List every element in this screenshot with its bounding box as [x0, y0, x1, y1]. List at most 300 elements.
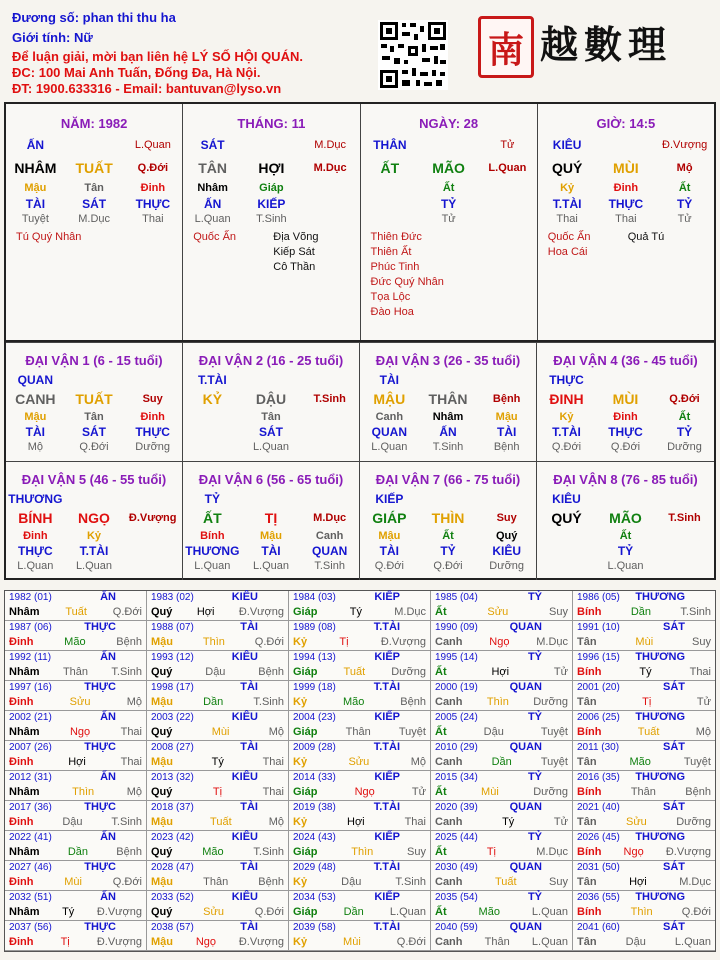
hidden-star: TÀI	[379, 544, 399, 558]
year-stem: Đinh	[9, 936, 34, 948]
year-stem-branch	[151, 696, 284, 708]
year-cell[interactable]	[147, 711, 289, 741]
year-stem: Tân	[577, 936, 597, 948]
top-star-spacer	[597, 137, 656, 153]
year-stem: Giáp	[293, 786, 318, 798]
year-label: 2004 (23)	[293, 712, 336, 723]
year-star: TÀI	[240, 861, 258, 873]
year-stem: Quý	[151, 606, 173, 618]
top-star-spacer	[65, 137, 124, 153]
year-stem: Giáp	[293, 606, 318, 618]
hidden-star: SÁT	[258, 425, 283, 439]
year-cell[interactable]	[431, 591, 573, 621]
year-branch: Mão	[64, 636, 86, 648]
year-label: 2016 (35)	[577, 772, 620, 783]
year-stem-branch	[9, 606, 142, 618]
hidden-stars	[6, 196, 182, 212]
shensha-item: Hoa Cái	[547, 246, 588, 258]
year-label: 2041 (60)	[577, 922, 620, 933]
year-star: TỶ	[527, 771, 542, 783]
year-stem: Giáp	[293, 726, 318, 738]
year-stem-branch	[435, 906, 568, 918]
luck-period-cell	[6, 342, 183, 461]
year-phase: Tử	[411, 786, 426, 798]
shensha-item: Tú Quý Nhân	[16, 231, 82, 243]
year-stem-branch	[435, 606, 568, 618]
growth-phase	[655, 559, 714, 574]
growth-phase: Dưỡng	[135, 441, 171, 453]
year-phase: Bệnh	[116, 636, 142, 648]
luck-branch: DẬU	[255, 391, 287, 407]
year-star: THỰC	[84, 801, 116, 813]
year-cell[interactable]	[5, 891, 147, 921]
year-star: THỰC	[84, 621, 116, 633]
year-label: 2030 (49)	[435, 862, 478, 873]
year-phase: Đ.Vượng	[665, 846, 711, 858]
growth-phase: L.Quan	[194, 560, 231, 572]
year-branch: Dần	[67, 846, 89, 858]
year-star: QUAN	[509, 741, 542, 753]
shensha-list-2	[628, 230, 665, 245]
year-cell[interactable]	[289, 591, 431, 621]
year-cell[interactable]	[431, 741, 573, 771]
hidden-star: THƯƠNG	[185, 544, 240, 558]
year-phase: Tuyệt	[540, 756, 568, 768]
year-cell[interactable]	[573, 681, 715, 711]
year-cell[interactable]	[289, 711, 431, 741]
luck-hidden-stars	[6, 425, 182, 440]
year-cell[interactable]	[573, 921, 715, 951]
hidden-star: TÀI	[25, 197, 46, 211]
hidden-stem	[183, 410, 242, 425]
year-cell[interactable]	[5, 801, 147, 831]
year-phase: Tử	[553, 816, 568, 828]
hidden-star: SÁT	[81, 425, 106, 439]
year-label: 1988 (07)	[151, 622, 194, 633]
year-cell[interactable]	[431, 801, 573, 831]
hidden-star: KIẾP	[257, 197, 286, 211]
spacer	[596, 491, 655, 507]
year-cell[interactable]	[289, 891, 431, 921]
year-stem: Bính	[577, 666, 602, 678]
year-cell[interactable]	[573, 591, 715, 621]
year-branch: Tuất	[343, 666, 366, 678]
year-label: 2011 (30)	[577, 742, 620, 753]
luck-hidden-stems	[183, 410, 359, 425]
year-stem-branch	[151, 786, 284, 798]
year-phase: T.Sinh	[680, 606, 711, 618]
pillar-column	[183, 104, 360, 340]
hidden-star: ẤN	[203, 197, 222, 211]
shensha-list	[548, 230, 591, 260]
year-label: 1999 (18)	[293, 682, 336, 693]
year-branch: Dần	[630, 606, 652, 618]
hidden-stem: Mậu	[378, 530, 401, 542]
year-phase: Đ.Vượng	[238, 606, 284, 618]
year-branch: Hợi	[491, 666, 510, 678]
pillar-title: GIỜ: 14:5	[596, 116, 656, 131]
earthly-branch: MÙI	[613, 160, 639, 176]
year-stem: Bính	[577, 846, 602, 858]
year-cell[interactable]	[5, 651, 147, 681]
pillar-top-stars	[6, 137, 182, 153]
growth-phase: L.Quan	[252, 441, 290, 453]
luck-stem: ẤT	[202, 510, 222, 526]
shensha-item: Quốc Ấn	[193, 231, 237, 243]
luck-stem: GIÁP	[372, 510, 407, 526]
hidden-star: TỶ	[676, 197, 693, 211]
year-cell[interactable]	[289, 801, 431, 831]
growth-phases	[361, 212, 537, 227]
luck-period-title: ĐẠI VẬN 6 (56 - 65 tuổi)	[198, 472, 344, 487]
year-stem: Canh	[435, 876, 463, 888]
year-cell[interactable]	[573, 831, 715, 861]
contact-note: Để luận giải, mời bạn liên hệ LÝ SỐ HỘI QUÁN.	[12, 49, 303, 64]
top-star: ẤN	[26, 138, 45, 152]
year-stem-branch	[9, 666, 142, 678]
year-cell[interactable]	[147, 831, 289, 861]
year-branch: Thìn	[72, 786, 95, 798]
year-cell[interactable]	[431, 621, 573, 651]
year-label: 2008 (27)	[151, 742, 194, 753]
year-cell[interactable]	[147, 861, 289, 891]
year-cell[interactable]	[431, 861, 573, 891]
pillar-stem-branch	[538, 157, 714, 179]
year-stem-branch	[435, 666, 568, 678]
year-phase: Dưỡng	[676, 816, 711, 828]
luck-stem: ĐINH	[549, 391, 584, 407]
year-cell[interactable]	[289, 651, 431, 681]
year-stem-branch	[577, 786, 711, 798]
heavenly-stem: ẤT	[380, 160, 400, 176]
growth-phase	[361, 212, 420, 227]
year-star: T.TÀI	[373, 681, 400, 693]
year-stem: Canh	[435, 756, 463, 768]
year-label: 1995 (14)	[435, 652, 478, 663]
year-cell[interactable]	[5, 741, 147, 771]
year-star: TÀI	[240, 741, 258, 753]
year-label: 1997 (16)	[9, 682, 52, 693]
year-star: TÀI	[240, 801, 258, 813]
year-stem-branch	[9, 906, 142, 918]
luck-star-row	[360, 372, 536, 388]
year-label: 1994 (13)	[293, 652, 336, 663]
spacer	[419, 372, 478, 388]
year-stem-branch	[151, 666, 284, 678]
year-stem-branch	[577, 906, 711, 918]
year-branch: Sửu	[487, 606, 509, 618]
year-cell[interactable]	[289, 921, 431, 951]
luck-period-title: ĐẠI VẬN 4 (36 - 45 tuổi)	[553, 353, 698, 368]
year-label: 1993 (12)	[151, 652, 194, 663]
year-label: 2032 (51)	[9, 892, 52, 903]
year-branch: Tị	[339, 636, 349, 648]
hidden-stars	[361, 196, 537, 212]
year-phase: Bệnh	[400, 696, 426, 708]
year-cell[interactable]	[147, 801, 289, 831]
year-stem: Quý	[151, 846, 173, 858]
luck-period-cell	[6, 461, 183, 580]
hidden-star: QUAN	[311, 544, 348, 558]
pillar-stem-branch	[6, 157, 182, 179]
hidden-star: THỰC	[608, 425, 643, 439]
year-cell[interactable]	[573, 651, 715, 681]
year-label: 2014 (33)	[293, 772, 336, 783]
gender: Giới tính: Nữ	[12, 30, 93, 45]
year-cell[interactable]	[289, 831, 431, 861]
year-cell[interactable]	[573, 861, 715, 891]
luck-star: KIẾP	[375, 492, 404, 506]
growth-phase: Q.Đới	[610, 441, 641, 453]
year-cell[interactable]	[431, 651, 573, 681]
earthly-branch: TUẤT	[75, 160, 113, 176]
year-label: 2035 (54)	[435, 892, 478, 903]
luck-branch: TUẤT	[75, 391, 113, 407]
pillar-column	[6, 104, 183, 340]
year-branch: Hợi	[629, 876, 647, 888]
pillar-stem-branch	[183, 157, 359, 179]
year-phase: Đ.Vượng	[96, 906, 142, 918]
year-phase: Bệnh	[258, 876, 284, 888]
year-star: KIẾP	[374, 651, 400, 663]
year-stem: Mậu	[151, 936, 173, 948]
year-stem: Mậu	[151, 816, 173, 828]
year-stem: Bính	[577, 726, 602, 738]
year-phase: L.Quan	[531, 936, 568, 948]
year-cell[interactable]	[147, 681, 289, 711]
luck-phases	[360, 559, 536, 574]
year-stem-branch	[293, 786, 426, 798]
year-label: 2031 (50)	[577, 862, 620, 873]
year-phase: Suy	[549, 876, 568, 888]
year-phase: Mộ	[126, 786, 142, 798]
luck-stem-branch	[183, 388, 359, 410]
year-stem: Ất	[435, 786, 447, 798]
year-cell[interactable]	[5, 831, 147, 861]
year-stem-branch	[577, 606, 711, 618]
hidden-star: T.TÀI	[552, 425, 581, 439]
shensha-item: Phúc Tinh	[370, 261, 420, 273]
year-label: 1982 (01)	[9, 592, 52, 603]
hidden-stem	[537, 529, 596, 544]
year-cell[interactable]	[573, 741, 715, 771]
year-cell[interactable]	[431, 711, 573, 741]
year-cell[interactable]	[573, 711, 715, 741]
hidden-star	[537, 544, 596, 559]
growth-phase: M.Dục	[78, 213, 111, 225]
year-label: 2012 (31)	[9, 772, 52, 783]
year-cell[interactable]	[289, 621, 431, 651]
year-label: 2009 (28)	[293, 742, 336, 753]
growth-phase: T.Sinh	[432, 441, 464, 453]
year-cell[interactable]	[5, 711, 147, 741]
year-cell[interactable]	[5, 591, 147, 621]
year-cell[interactable]	[5, 681, 147, 711]
year-phase: Dưỡng	[533, 786, 568, 798]
year-branch: Dần	[203, 696, 224, 708]
year-cell[interactable]	[431, 831, 573, 861]
hidden-stem: Tân	[84, 182, 104, 194]
year-phase: T.Sinh	[253, 696, 284, 708]
earthly-branch: HỢI	[258, 160, 285, 176]
growth-phase	[183, 440, 242, 455]
year-star: QUAN	[509, 621, 542, 633]
shensha-item: Đào Hoa	[370, 306, 414, 318]
year-star: T.TÀI	[373, 921, 400, 933]
year-star: SÁT	[663, 801, 685, 813]
hidden-star: SÁT	[82, 197, 107, 211]
growth-phase: Dưỡng	[667, 441, 702, 453]
heavenly-stem: TÂN	[198, 160, 228, 176]
qr-code-icon[interactable]	[378, 20, 448, 90]
year-cell[interactable]	[431, 921, 573, 951]
shensha-item: Đức Quý Nhân	[370, 276, 444, 288]
year-cell[interactable]	[147, 621, 289, 651]
shensha-list	[16, 230, 81, 245]
year-star: SÁT	[663, 621, 685, 633]
year-cell[interactable]	[573, 891, 715, 921]
year-label: 2036 (55)	[577, 892, 620, 903]
year-star: KIẾP	[374, 831, 400, 843]
hidden-stem: Đinh	[23, 530, 48, 542]
luck-state: Q.Đới	[669, 393, 700, 405]
year-cell[interactable]	[147, 921, 289, 951]
growth-phase: L.Quan	[371, 441, 408, 453]
hidden-stem	[123, 529, 182, 544]
year-stem-branch	[293, 726, 426, 738]
luck-period-title: ĐẠI VẬN 7 (66 - 75 tuổi)	[375, 472, 521, 487]
hidden-stem	[361, 181, 420, 196]
year-label: 2000 (19)	[435, 682, 478, 693]
year-stem-branch	[293, 756, 426, 768]
year-label: 2015 (34)	[435, 772, 478, 783]
growth-phase: Bệnh	[493, 441, 520, 453]
year-cell[interactable]	[431, 891, 573, 921]
luck-periods	[4, 342, 716, 580]
year-cell[interactable]	[431, 771, 573, 801]
year-branch: Thìn	[202, 636, 225, 648]
hidden-stem: Ất	[442, 530, 454, 542]
year-phase: L.Quan	[389, 906, 426, 918]
year-branch: Thân	[345, 726, 371, 738]
year-label: 2001 (20)	[577, 682, 620, 693]
top-state: Tử	[500, 139, 515, 151]
hidden-star	[183, 425, 242, 440]
year-branch: Tuất	[65, 606, 87, 618]
year-cell[interactable]	[147, 741, 289, 771]
luck-branch: MÃO	[609, 510, 642, 526]
year-stem-branch	[9, 636, 142, 648]
year-cell[interactable]	[289, 681, 431, 711]
year-branch: Dậu	[62, 816, 83, 828]
hidden-star: THỰC	[135, 197, 171, 211]
hidden-star: TÀI	[496, 425, 517, 439]
year-star: T.TÀI	[373, 621, 400, 633]
hidden-star: THỰC	[608, 197, 644, 211]
shensha-item: Quả Tú	[627, 231, 665, 243]
year-phase: Đ.Vượng	[96, 936, 142, 948]
luck-period-cell	[537, 342, 714, 461]
year-branch: Tị	[212, 786, 223, 798]
year-cell[interactable]	[5, 921, 147, 951]
year-cell[interactable]	[289, 741, 431, 771]
luck-stem-branch	[360, 388, 536, 410]
luck-hidden-stars	[537, 544, 714, 559]
year-cell[interactable]	[5, 861, 147, 891]
luck-stem-branch	[537, 388, 714, 410]
year-star: TỶ	[527, 831, 542, 843]
year-star: ẤN	[100, 711, 116, 723]
luck-branch: TỊ	[264, 510, 278, 526]
year-phase: Thai	[120, 726, 142, 738]
shensha-item: Cô Thần	[273, 261, 316, 273]
year-cell[interactable]	[289, 771, 431, 801]
year-stem-branch	[9, 726, 142, 738]
year-cell[interactable]	[147, 771, 289, 801]
year-stem-branch	[151, 606, 284, 618]
year-label: 2023 (42)	[151, 832, 194, 843]
pillar-title: NGÀY: 28	[419, 116, 479, 131]
year-stem: Ất	[435, 606, 447, 618]
year-phase: Thai	[262, 756, 284, 768]
hidden-stems	[183, 181, 359, 196]
year-label: 2017 (36)	[9, 802, 52, 813]
year-stem: Nhâm	[9, 666, 40, 678]
year-phase: Q.Đới	[112, 606, 142, 618]
year-cell[interactable]	[5, 621, 147, 651]
year-branch: Tuất	[494, 876, 517, 888]
luck-hidden-stems	[183, 529, 359, 544]
luck-hidden-stars	[360, 544, 536, 559]
branch-state: Q.Đới	[137, 162, 169, 174]
year-cell[interactable]	[573, 771, 715, 801]
year-cell[interactable]	[289, 861, 431, 891]
growth-phase: Thai	[556, 213, 578, 225]
year-branch: Tý	[639, 666, 652, 678]
year-label: 2038 (57)	[151, 922, 194, 933]
growth-phase: Q.Đới	[79, 441, 109, 453]
year-cell[interactable]	[147, 891, 289, 921]
luck-stem-branch	[360, 507, 536, 529]
hidden-stem: Kỷ	[86, 530, 102, 542]
year-cell[interactable]	[5, 771, 147, 801]
year-cell[interactable]	[573, 801, 715, 831]
year-cell[interactable]	[147, 651, 289, 681]
year-stem: Đinh	[9, 636, 34, 648]
luck-star-row	[183, 372, 359, 388]
luck-branch: THÌN	[431, 510, 465, 526]
year-stem-branch	[9, 876, 142, 888]
growth-phases	[183, 212, 359, 227]
hidden-stem: Nhâm	[432, 411, 464, 423]
pillar-column	[361, 104, 538, 340]
year-branch: Hợi	[196, 606, 215, 618]
year-branch: Tị	[60, 936, 70, 948]
year-cell[interactable]	[431, 681, 573, 711]
luck-hidden-stems	[6, 529, 182, 544]
year-stem-branch	[9, 846, 142, 858]
luck-phases	[537, 440, 714, 455]
year-cell[interactable]	[573, 621, 715, 651]
luck-star: THƯƠNG	[8, 492, 63, 506]
year-cell[interactable]	[147, 591, 289, 621]
earthly-branch: MÃO	[432, 160, 465, 176]
growth-phases	[6, 212, 182, 227]
growth-phase	[123, 559, 182, 574]
year-phase: Mộ	[126, 696, 142, 708]
year-branch: Mùi	[64, 876, 82, 888]
year-stem: Kỷ	[293, 756, 308, 768]
